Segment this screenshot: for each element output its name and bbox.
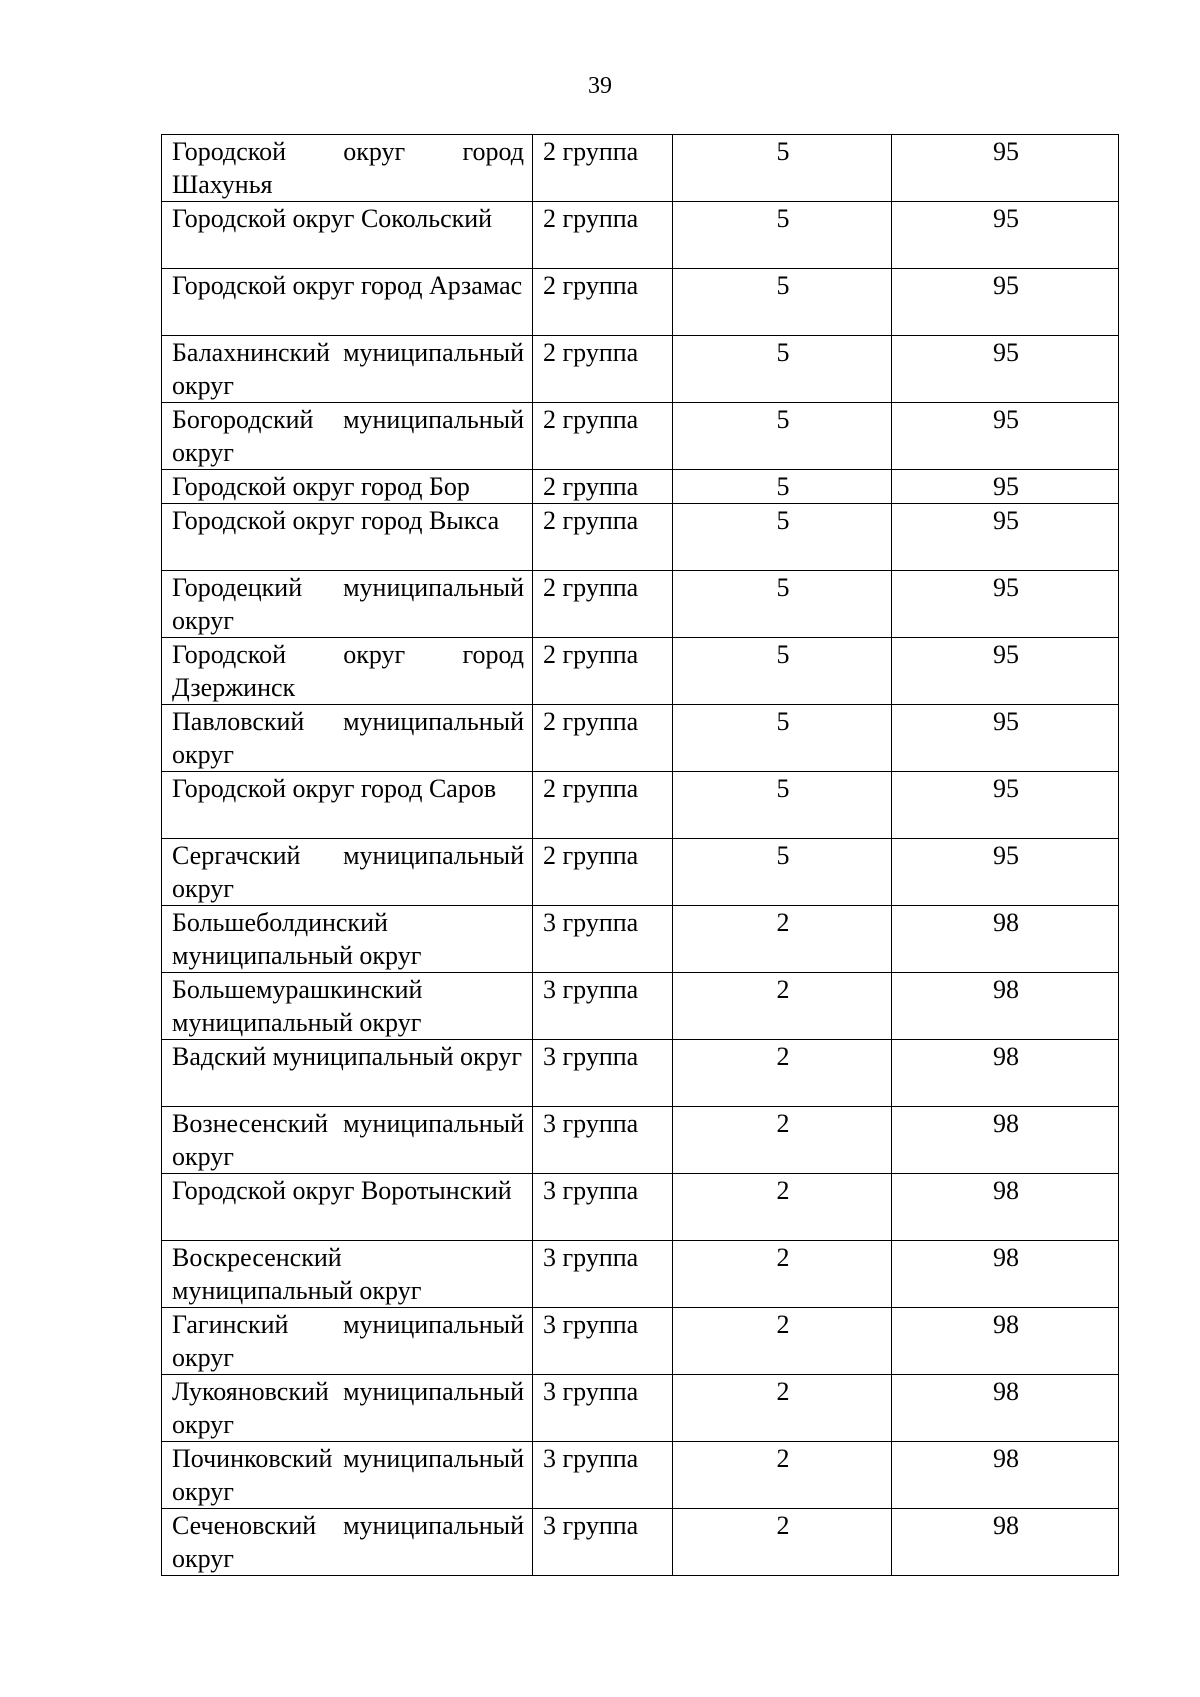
value2-cell: 98 (892, 906, 1119, 973)
value2-cell: 98 (892, 1375, 1119, 1442)
table-row (162, 973, 1119, 1040)
district-name-cell: Большеболдинский муниципальный округ (162, 906, 533, 973)
groups-table (161, 134, 1119, 1576)
table-row (162, 571, 1119, 638)
table-row (162, 1308, 1119, 1375)
value1-cell: 5 (673, 202, 892, 269)
value2-cell: 98 (892, 973, 1119, 1040)
value2-cell: 95 (892, 269, 1119, 336)
value1-cell: 2 (673, 1375, 892, 1442)
group-cell: 2 группа (533, 772, 673, 839)
value2-cell: 95 (892, 135, 1119, 202)
district-name-cell: Гагинский муниципальный округ (162, 1308, 533, 1375)
value2-cell: 95 (892, 336, 1119, 403)
district-name-cell: Сеченовский муниципальный округ (162, 1509, 533, 1576)
district-name-cell: Вадский муниципальный округ (162, 1040, 533, 1107)
table-row (162, 202, 1119, 269)
value1-cell: 5 (673, 705, 892, 772)
value1-cell: 2 (673, 1107, 892, 1174)
group-cell: 3 группа (533, 1308, 673, 1375)
district-name-cell: Сергачский муниципальный округ (162, 839, 533, 906)
group-cell: 2 группа (533, 336, 673, 403)
value1-cell: 2 (673, 906, 892, 973)
group-cell: 2 группа (533, 638, 673, 705)
group-cell: 2 группа (533, 269, 673, 336)
table-row (162, 906, 1119, 973)
group-cell: 3 группа (533, 1040, 673, 1107)
value1-cell: 5 (673, 839, 892, 906)
value1-cell: 2 (673, 1241, 892, 1308)
group-cell: 2 группа (533, 470, 673, 504)
value1-cell: 5 (673, 269, 892, 336)
district-name-cell: Балахнинский муниципальный округ (162, 336, 533, 403)
value2-cell: 95 (892, 571, 1119, 638)
value2-cell: 95 (892, 403, 1119, 470)
table-row (162, 470, 1119, 504)
district-name-cell: Городской округ Воротынский (162, 1174, 533, 1241)
value2-cell: 98 (892, 1308, 1119, 1375)
value1-cell: 5 (673, 504, 892, 571)
value1-cell: 5 (673, 135, 892, 202)
value1-cell: 5 (673, 571, 892, 638)
value2-cell: 95 (892, 705, 1119, 772)
group-cell: 3 группа (533, 1241, 673, 1308)
value1-cell: 2 (673, 1040, 892, 1107)
district-name-cell: Городской округ город Арзамас (162, 269, 533, 336)
value2-cell: 95 (892, 839, 1119, 906)
district-name-cell: Богородский муниципальный округ (162, 403, 533, 470)
table-row (162, 1241, 1119, 1308)
value2-cell: 98 (892, 1509, 1119, 1576)
value2-cell: 98 (892, 1040, 1119, 1107)
page-number: 39 (588, 73, 612, 99)
value1-cell: 5 (673, 403, 892, 470)
table-row (162, 772, 1119, 839)
group-cell: 3 группа (533, 1107, 673, 1174)
table-row (162, 1174, 1119, 1241)
value1-cell: 2 (673, 1509, 892, 1576)
district-name-cell: Городской округ город Бор (162, 470, 533, 504)
group-cell: 3 группа (533, 1174, 673, 1241)
value2-cell: 98 (892, 1107, 1119, 1174)
group-cell: 2 группа (533, 839, 673, 906)
district-name-cell: Воскресенский муниципальный округ (162, 1241, 533, 1308)
table-row (162, 1509, 1119, 1576)
value2-cell: 98 (892, 1174, 1119, 1241)
group-cell: 3 группа (533, 1442, 673, 1509)
group-cell: 2 группа (533, 135, 673, 202)
value1-cell: 2 (673, 973, 892, 1040)
district-name-cell: Городской округ Сокольский (162, 202, 533, 269)
table-row (162, 403, 1119, 470)
value1-cell: 5 (673, 470, 892, 504)
district-name-cell: Починковский муниципальный округ (162, 1442, 533, 1509)
group-cell: 2 группа (533, 403, 673, 470)
group-cell: 3 группа (533, 1509, 673, 1576)
group-cell: 2 группа (533, 504, 673, 571)
value1-cell: 2 (673, 1308, 892, 1375)
table-row (162, 1375, 1119, 1442)
group-cell: 2 группа (533, 705, 673, 772)
value1-cell: 5 (673, 336, 892, 403)
district-name-cell: Большемурашкинский муниципальный округ (162, 973, 533, 1040)
district-name-cell: Лукояновский муниципальный округ (162, 1375, 533, 1442)
district-name-cell: Городецкий муниципальный округ (162, 571, 533, 638)
table-row (162, 1107, 1119, 1174)
table-row (162, 839, 1119, 906)
district-name-cell: Городской округ город Шахунья (162, 135, 533, 202)
value2-cell: 95 (892, 202, 1119, 269)
value2-cell: 95 (892, 504, 1119, 571)
table-row (162, 638, 1119, 705)
group-cell: 3 группа (533, 973, 673, 1040)
group-cell: 3 группа (533, 906, 673, 973)
value1-cell: 5 (673, 638, 892, 705)
table-row (162, 504, 1119, 571)
table-row (162, 336, 1119, 403)
group-cell: 2 группа (533, 202, 673, 269)
value2-cell: 95 (892, 638, 1119, 705)
table-row (162, 705, 1119, 772)
district-name-cell: Вознесенский муниципальный округ (162, 1107, 533, 1174)
district-name-cell: Городской округ город Саров (162, 772, 533, 839)
table-row (162, 1040, 1119, 1107)
table-row (162, 135, 1119, 202)
value2-cell: 95 (892, 470, 1119, 504)
value1-cell: 2 (673, 1174, 892, 1241)
value2-cell: 95 (892, 772, 1119, 839)
group-cell: 2 группа (533, 571, 673, 638)
table-row (162, 1442, 1119, 1509)
value1-cell: 2 (673, 1442, 892, 1509)
district-name-cell: Павловский муниципальный округ (162, 705, 533, 772)
value2-cell: 98 (892, 1442, 1119, 1509)
table-row (162, 269, 1119, 336)
district-name-cell: Городской округ город Дзержинск (162, 638, 533, 705)
group-cell: 3 группа (533, 1375, 673, 1442)
value2-cell: 98 (892, 1241, 1119, 1308)
value1-cell: 5 (673, 772, 892, 839)
district-name-cell: Городской округ город Выкса (162, 504, 533, 571)
